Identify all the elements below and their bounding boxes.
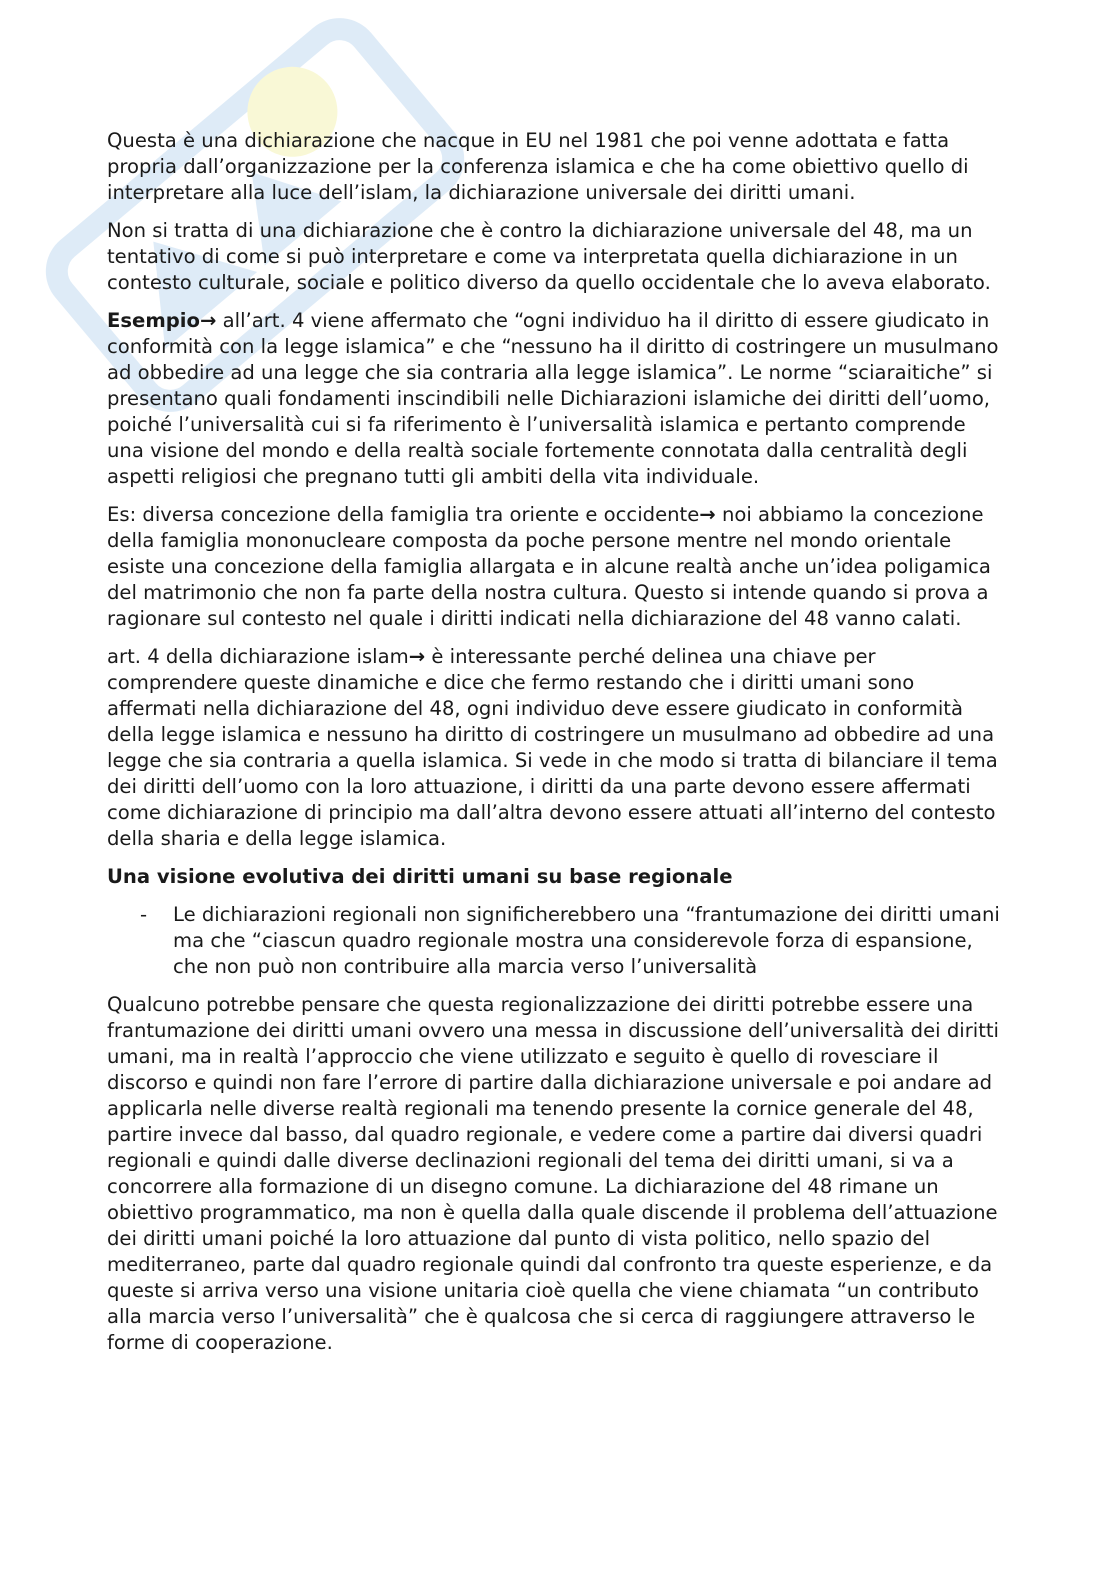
- paragraph-example: [107, 308, 1007, 490]
- list-item: [107, 902, 1007, 980]
- example-label: Esempio: [107, 309, 200, 332]
- paragraph-interpretation: Non si tratta di una dichiarazione che è contro la dichiarazione universale del 48, ma un tentativo di come si può interpretare e come va interpretata quella dichiarazione in un contesto culturale, sociale e politico diverso da quello occidentale che lo aveva elaborato.: [107, 219, 991, 294]
- paragraph-regionalization: Qualcuno potrebbe pensare che questa regionalizzazione dei diritti potrebbe essere una frantumazione dei diritti umani ovvero una messa in discussione dell’universalità dei diritti umani, ma in realtà l’approccio che viene utilizzato e seguito è quello di rovesciare il discorso e quindi non fare l’errore di partire dalla dichiarazione universale e poi andare ad applicarla nelle diverse realtà regionali ma tenendo presente la cornice generale del 48, partire invece dal basso, dal quadro regionale, e vedere come a partire dai diversi quadri regionali e quindi dalle diverse declinazioni regionali del tema dei diritti umani, si va a concorrere alla formazione di un disegno comune. La dichiarazione del 48 rimane un obiettivo programmatico, ma non è quella dalla quale discende il problema dell’attuazione dei diritti umani poiché la loro attuazione dal punto di vista politico, nello spazio del mediterraneo, parte dal quadro regionale quindi dal confronto tra queste esperienze, e da queste si arriva verso una visione unitaria cioè quella che viene chiamata “un contributo alla marcia verso l’universalità” che è qualcosa che si cerca di raggiungere attraverso le forme di cooperazione.: [107, 993, 1000, 1354]
- family-lead: Es: diversa concezione della famiglia tra oriente e occidente: [107, 503, 700, 526]
- dash-bullet-icon: -: [140, 903, 148, 926]
- arrow-right-icon: →: [699, 503, 716, 526]
- paragraph-art4: [107, 644, 1007, 852]
- paragraph-family: [107, 502, 1007, 632]
- paragraph-intro: Questa è una dichiarazione che nacque in EU nel 1981 che poi venne adottata e fatta propria dall’organizzazione per la conferenza islamica e che ha come obiettivo quello di interpretare alla luce dell’islam, la dichiarazione universale dei diritti umani.: [107, 129, 969, 204]
- arrow-right-icon: →: [199, 309, 217, 332]
- arrow-right-icon: →: [408, 645, 426, 668]
- family-text: noi abbiamo la concezione della famiglia mononucleare composta da poche persone mentre nel mondo orientale esiste una concezione della famiglia allargata e in alcune realtà anche un’idea poligamica del matrimonio che non fa parte della nostra cultura. Questo si intende quando si prova a ragionare sul contesto nel quale i diritti indicati nella dichiarazione del 48 vanno calati.: [107, 503, 991, 630]
- example-text: all’art. 4 viene affermato che “ogni individuo ha il diritto di essere giudicato in conformità con la legge islamica” e che “nessuno ha il diritto di costringere un musulmano ad obbedire ad una legge che sia contraria alla legge islamica”. Le norme “sciaraitiche” si presentano quali fondamenti inscindibili nelle Dichiarazioni islamiche dei diritti dell’uomo, poiché l’universalità cui si fa riferimento è l’universalità islamica e pertanto comprende una visione del mondo e della realtà sociale fortemente connotata dalla centralità degli aspetti religiosi che pregnano tutti gli ambiti della vita individuale.: [107, 309, 999, 488]
- list-item-text: Le dichiarazioni regionali non significherebbero una “frantumazione dei diritti umani ma che “ciascun quadro regionale mostra una considerevole forza di espansione, che non può non contribuire alla marcia verso l’universalità: [173, 903, 1000, 978]
- section-heading: Una visione evolutiva dei diritti umani su base regionale: [107, 865, 733, 888]
- document-body: [107, 128, 1007, 1368]
- art4-text: è interessante perché delinea una chiave per comprendere queste dinamiche e dice che fermo restando che i diritti umani sono affermati nella dichiarazione del 48, ogni individuo deve essere giudicato in conformità della legge islamica e nessuno ha diritto di costringere un musulmano ad obbedire ad una legge che sia contraria a quella islamica. Si vede in che modo si tratta di bilanciare il tema dei diritti dell’uomo con la loro attuazione, i diritti da una parte devono essere affermati come dichiarazione di principio ma dall’altra devono essere attuati all’interno del contesto della sharia e della legge islamica.: [107, 645, 998, 850]
- art4-lead: art. 4 della dichiarazione islam: [107, 645, 409, 668]
- bullet-list: [107, 902, 1007, 980]
